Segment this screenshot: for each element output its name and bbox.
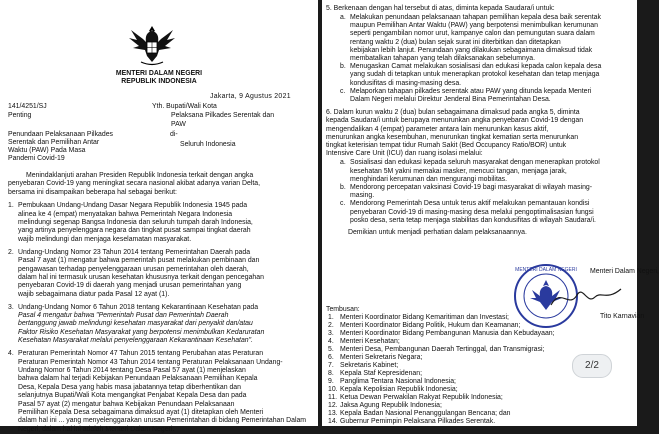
cc-number: 5.	[328, 346, 334, 353]
item-line: Undang Nomor 6 Tahun 2014 tentang Desa Pasal 57 ayat (1) menjelaskan	[18, 366, 246, 374]
item-line: Desa, Kepala Desa yang habis masa jabatannya tetap diberhentikan dan	[18, 383, 241, 391]
intro-line: Menindaklanjuti arahan Presiden Republik Indonesia terkait dengan angka	[26, 172, 254, 179]
item6-line: menurunkan angka kesembuhan, menurunkan tingkat kematian serta menurunkan	[326, 133, 579, 141]
cc-number: 12.	[328, 402, 338, 409]
sub-line: menghindari kerumunan dan mengurangi mobilitas.	[350, 175, 508, 183]
item-line: yang artinya penyelenggara negara dan tingkat pusat sampai tingkat daerah	[18, 227, 251, 235]
cc-number: 3.	[328, 330, 334, 337]
item-line: pengawasan terhadap penyelenggaraan urusan pemerintahan oleh daerah,	[18, 265, 249, 273]
sub-line: membatalkan tahapan yang telah dilaksanakan sebelumnya.	[350, 55, 536, 62]
sub-mark: a.	[340, 159, 346, 167]
sub-line: Melaporkan tahapan pilkades serentak atau PAW yang ditunda kepada Menteri	[350, 87, 592, 95]
sub-line: Menugaskan Camat melakukan sosialisasi dan edukasi kepada calon kepala desa	[350, 63, 602, 71]
item-line: Pembukaan Undang-Undang Dasar Negara Republik Indonesia 1945 pada	[18, 202, 248, 210]
cc-number: 13.	[328, 410, 338, 417]
cc-number: 6.	[328, 354, 334, 361]
subject-line: Penundaan Pelaksanaan Pilkades	[8, 131, 113, 138]
item6-line: kepada Saudara/i untuk berupaya menurunkan angka penyebaran Covid-19 dengan	[326, 117, 584, 125]
subject-line: Pandemi Covid-19	[8, 155, 65, 162]
item6-line: mengendalikan 4 (empat) parameter antara lain menurunkan kasus aktif,	[326, 125, 549, 133]
cc-item: Gubernur Pemimpin Pelaksana Pilkades Serentak.	[340, 418, 496, 425]
item-line: bahwa dalam hal terjadi Kebijakan Penundaan Pelaksanaan Pemilihan Kepala	[18, 375, 258, 383]
cc-item: Panglima Tentara Nasional Indonesia;	[340, 378, 456, 385]
sub-mark: a.	[340, 14, 346, 21]
letter-page-1	[0, 0, 318, 433]
cc-item: Sekretaris Kabinet;	[340, 362, 399, 369]
letter-number: 141/4251/SJ	[8, 103, 47, 110]
sub-mark: b.	[340, 184, 346, 191]
signatory-title: Menteri Dalam Negeri,	[590, 268, 659, 275]
recipient-line-3: PAW	[171, 121, 186, 128]
letter-page-2	[322, 0, 659, 426]
item-line: bertanggung jawab melindungi kesehatan masyarakat dari penyakit dan/atau	[18, 320, 253, 328]
item-line: Negeri, dalam hal ini adalah Menteri Dalam Negeri.	[18, 425, 175, 433]
sub-line: kebijakan lebih lanjut. Penundaan yang dilakukan sebagaimana dimaksud tidak	[350, 46, 593, 54]
sub-line: maupun Pemilihan Antar Waktu (PAW) yang berpotensi menimbulkan kerumunan	[350, 22, 598, 30]
item6-line: Intensive Care Unit (ICU) dan ruang isolasi melalui:	[326, 150, 483, 158]
country-heading: REPUBLIK INDONESIA	[121, 78, 197, 85]
item6-line: tingkat keterisian tempat tidur Rumah Sakit (Bed Occupancy Ratio/BOR) untuk	[326, 142, 567, 149]
sub-line: Mendorong Pemerintah Desa untuk terus aktif melakukan pemantauan kondisi	[350, 200, 590, 208]
ministry-heading: MENTERI DALAM NEGERI	[115, 70, 203, 77]
svg-text:MENTERI DALAM NEGERI: MENTERI DALAM NEGERI	[515, 267, 577, 273]
item-line: Peraturan Pemerintah Nomor 43 Tahun 2014 tentang Peraturan Pelaksanaan Undang-	[18, 358, 283, 366]
item-line: Pemilihan Kepala Desa sebagaimana dimaksud ayat (1) ditetapkan oleh Menteri	[18, 408, 264, 416]
subject-line: Serentak dan Pemilihan Antar	[8, 139, 100, 146]
cc-item: Menteri Koordinator Bidang Politik, Hukum dan Keamanan;	[340, 322, 521, 329]
garuda-emblem-icon	[127, 22, 177, 68]
recipient-line-2: Pelaksana Pilkades Serentak dan	[171, 112, 275, 119]
sub-mark: c.	[340, 200, 346, 208]
recipient-location: Seluruh Indonesia	[180, 141, 236, 148]
cc-item: Kepala Badan Nasional Penanggulangan Bencana; dan	[340, 410, 511, 417]
sub-line: posko desa, serta tetap menjaga stabilitas dan kondusifitas di wilayah Saudara/i.	[350, 216, 596, 224]
cc-number: 4.	[328, 338, 334, 345]
di-label: di-	[170, 131, 178, 138]
cc-number: 9.	[328, 378, 334, 385]
item-line: Peraturan Pemerintah Nomor 47 Tahun 2015 tentang Perubahan atas Peraturan	[18, 350, 264, 358]
recipient-line-1: Yth. Bupati/Wali Kota	[152, 103, 217, 110]
cc-number: 8.	[328, 370, 334, 377]
sub-line: kesehatan 5M yakni memakai masker, mencuci tangan, menjaga jarak,	[350, 167, 567, 175]
cc-number: 10.	[328, 386, 338, 393]
sub-mark: b.	[340, 63, 346, 71]
item-line: penyebaran Covid-19 di daerah yang menjadi urusan pemerintahan yang	[18, 282, 242, 290]
cc-item: Menteri Desa, Pembangunan Daerah Tertinggal, dan Transmigrasi;	[340, 346, 545, 353]
item-line: Faktor Risiko Kesehatan Masyarakat yang berpotensi menimbulkan Kedaruratan	[18, 328, 265, 336]
cc-item: Ketua Dewan Perwakilan Rakyat Republik Indonesia;	[340, 394, 503, 401]
intro-line: bersama ini disampaikan beberapa hal sebagai berikut:	[8, 188, 177, 196]
item-line: dalam hal ini termasuk urusan kesehatan khususnya terkait dengan pencegahan	[18, 273, 264, 281]
item-line: dalam hal ini ... yang menyelenggarakan urusan Pemerintahan di bidang Pemerintahan Dalam	[18, 417, 307, 425]
cc-item: Menteri Koordinator Bidang Kemaritiman dan Investasi;	[340, 314, 509, 321]
letter-nature: Penting	[8, 112, 32, 119]
item-line: wajib melindungi dan menjaga keselamatan masyarakat.	[18, 235, 192, 243]
cc-number: 1.	[328, 314, 334, 321]
cc-title: Tembusan:	[326, 306, 360, 313]
item-line: Pasal 57 ayat (2) mengatur bahwa Kebijakan Penundaan Pelaksanaan	[18, 400, 235, 408]
sub-line: Melakukan penundaan pelaksanaan tahapan pemilihan kepala desa baik serentak	[350, 14, 601, 21]
intro-line: penyebaran Covid-19 yang meningkat secara nasional akibat adanya varian Delta,	[8, 180, 261, 188]
item-line: Pasal 4 mengatur bahwa "Pemerintah Pusat dan Pemerintah Daerah	[18, 312, 229, 319]
letter-date: Jakarta, 9 Agustus 2021	[210, 93, 291, 100]
cc-item: Menteri Kesehatan;	[340, 338, 400, 345]
sub-line: Dalam Negeri melalui Direktur Jenderal Bina Pemerintahan Desa.	[350, 96, 551, 103]
item5-intro: 5. Berkenaan dengan hal tersebut di atas, diminta kepada Saudara/i untuk:	[326, 5, 555, 12]
signature-icon	[547, 283, 627, 313]
cc-item: Kepala Kepolisian Republik Indonesia;	[340, 386, 458, 393]
item-number: 4.	[8, 350, 14, 358]
sub-line: yang sudah di tetapkan untuk menerapkan protokol kesehatan dan tetap menjaga	[350, 71, 600, 79]
sub-line: masing.	[350, 192, 375, 200]
item6-line: 6. Dalam kurun waktu 2 (dua) bulan sebagaimana dimaksud pada angka 5, diminta	[326, 109, 580, 117]
item-line: alinea ke 4 (empat) menyatakan bahwa Pemerintah Negara Indonesia	[18, 210, 233, 218]
item-number: 1.	[8, 202, 14, 210]
cc-item: Kepala Staf Kepresidenan;	[340, 370, 422, 377]
signatory-name: Tito Karnavian	[600, 313, 645, 320]
closing-line: Demikian untuk menjadi perhatian dalam pelaksanaannya.	[348, 229, 527, 236]
cc-number: 2.	[328, 322, 334, 329]
sub-mark: c.	[340, 87, 346, 95]
item-number: 2.	[8, 248, 14, 256]
item-line: Undang-Undang Nomor 6 Tahun 2018 tentang Kekarantinaan Kesehatan pada	[18, 303, 259, 311]
sub-line: Mendorong percepatan vaksinasi Covid-19 bagi masyarakat di wilayah masing-	[350, 184, 593, 191]
subject-line: Waktu (PAW) Pada Masa	[8, 147, 86, 154]
cc-number: 11.	[328, 394, 338, 401]
page-indicator: 2/2	[572, 354, 612, 378]
item-line: Pasal 7 ayat (1) mengatur bahwa pemerintah pusat melakukan pembinaan dan	[18, 257, 260, 265]
item-number: 3.	[8, 303, 14, 311]
sub-line: rentang waktu 2 (dua) bulan sejak surat ini diterbitkan dan ditetapkan	[350, 38, 561, 46]
cc-item: Jaksa Agung Republik Indonesia;	[340, 402, 442, 409]
sub-line: Sosialisasi dan edukasi kepada seluruh masyarakat dengan menerapkan protokol	[350, 159, 600, 167]
item-line: melindungi segenap Bangsa Indonesia dan seluruh tumpah darah Indonesia,	[18, 219, 253, 226]
sub-line: kondusifitas di masing-masing desa.	[350, 79, 462, 87]
cc-number: 7.	[328, 362, 334, 369]
sub-line: seperti pengambilan nomor urut, kampanye calon dan pemungutan suara dalam	[350, 30, 595, 38]
cc-item: Menteri Sekretaris Negara;	[340, 354, 423, 361]
sub-line: penyebaran Covid-19 di masing-masing desa melalui pengoptimalisasian fungsi	[350, 208, 594, 216]
item-line: wajib sebagaimana diatur pada Pasal 12 ayat (1).	[18, 290, 170, 298]
cc-number: 14.	[328, 418, 338, 425]
item-line: Kesehatan Masyarakat melalui penyelenggaraan Kekarantinaan Kesehatan".	[18, 337, 253, 345]
item-line: Undang-Undang Nomor 23 Tahun 2014 tentang Pemerintahan Daerah pada	[18, 248, 251, 256]
cc-item: Menteri Koordinator Bidang Pembangunan Manusia dan Kebudayaan;	[340, 330, 555, 337]
item-line: selanjutnya Bupati/Wali Kota mengangkat Penjabat Kepala Desa dan pada	[18, 392, 247, 400]
